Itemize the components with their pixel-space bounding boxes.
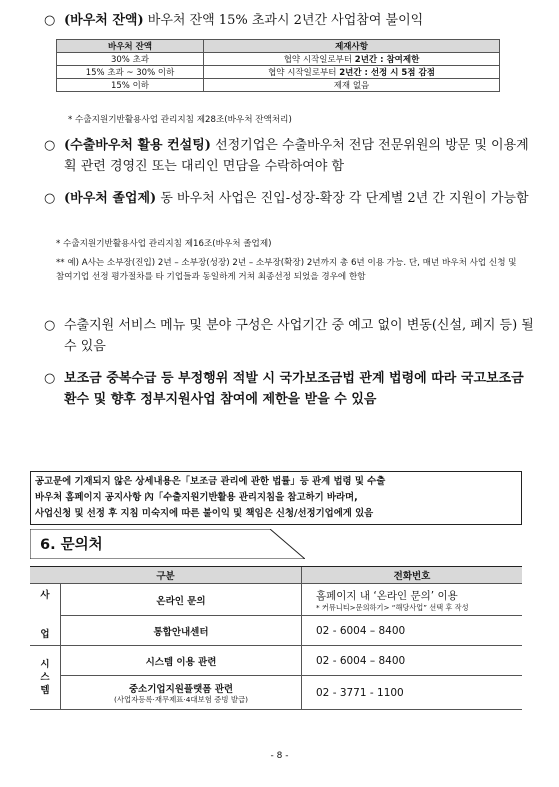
notice-box (30, 471, 522, 525)
phone-cell: 02 - 6004 – 8400 (302, 616, 523, 646)
bullet-mark: ○ (44, 318, 56, 333)
cell-text: 협약 시작일로부터 (283, 55, 355, 65)
bullet-text: 보조금 중복수급 등 부정행위 적발 시 국가보조금법 관계 법령에 따라 국고보조금 환수 및 향후 정부지원사업 참여에 제한을 받을 수 있음 (64, 371, 524, 407)
table-header: 제재사항 (204, 40, 500, 53)
item-subtext: (사업자등록·재무제표·4대보험 증빙 발급) (113, 695, 249, 704)
voucher-balance-table (56, 39, 500, 92)
note-article-16: * 수출지원기반활용사업 관리지침 제16조(바우처 졸업제) (56, 239, 272, 249)
table-cell: 30% 초과 (57, 53, 204, 66)
bullet-title: (바우처 졸업제) (64, 191, 157, 206)
bullet-mark: ○ (44, 138, 56, 153)
category-char: 시 (40, 659, 50, 670)
table-cell (204, 66, 500, 79)
bullet-mark: ○ (44, 371, 56, 386)
cell-text: 제재 없음 (333, 81, 370, 91)
table-row (57, 66, 500, 79)
item-online-inquiry: 온라인 문의 (61, 584, 302, 616)
category-char: 업 (40, 628, 50, 640)
cell-bold-text: 2년간 : 참여제한 (354, 55, 420, 65)
note-article-28: * 수출지원기반활용사업 관리지침 제28조(바우처 잔액처리) (68, 115, 292, 125)
notice-line: 바우처 홈페이지 공지사항 內「수출지원기반활용 관리지침을 참고하기 바라며, (35, 492, 358, 503)
bullet-mark: ○ (44, 13, 56, 28)
phone-text: 홈페이지 내 ‘온라인 문의’ 이용 (316, 589, 458, 602)
cell-text: 협약 시작일로부터 (268, 68, 340, 78)
inquiry-table (30, 566, 522, 710)
table-row (30, 584, 522, 616)
bullet-title: (바우처 잔액) (64, 13, 144, 28)
bullet-mark: ○ (44, 191, 56, 206)
item-system-usage: 시스템 이용 관련 (61, 646, 302, 676)
notice-line: 사업신청 및 선정 후 지침 미숙지에 따른 불이익 및 책임은 신청/선정기업에게 있음 (35, 508, 374, 519)
section-title: 6. 문의처 (40, 537, 103, 553)
phone-note: * 커뮤니티>문의하기> “해당사업” 선택 후 작성 (316, 602, 469, 612)
table-header: 전화번호 (302, 567, 523, 584)
bullet-consulting (44, 135, 534, 177)
item-sme-platform (61, 676, 302, 710)
table-header: 구분 (30, 567, 302, 584)
table-cell (204, 53, 500, 66)
bullet-text: 선정기업은 수출바우처 전담 전문위원의 방문 및 이용계획 관련 경영진 또는 대리인 면담을 수락하여야 함 (64, 138, 529, 174)
table-row (57, 53, 500, 66)
notice-line: 공고문에 기재되지 않은 상세내용은「보조금 관리에 관한 법률」등 관계 법령 및 수출 (35, 476, 386, 487)
category-char: 템 (40, 685, 50, 696)
table-cell (204, 79, 500, 92)
item-text: 중소기업지원플랫폼 관련 (128, 684, 234, 695)
cell-bold-text: 2년간 : 선정 시 5점 감점 (339, 68, 435, 78)
table-row (57, 79, 500, 92)
bullet-graduation (44, 188, 534, 209)
bullet-menu-change (44, 315, 534, 357)
bullet-voucher-balance (44, 10, 534, 31)
table-cell: 15% 초과 ~ 30% 이하 (57, 66, 204, 79)
bullet-penalty (44, 368, 534, 410)
category-business (30, 584, 61, 646)
page-number: - 8 - (270, 751, 289, 761)
table-row (30, 676, 522, 710)
category-char: 사 (40, 589, 50, 601)
bullet-text: 바우처 잔액 15% 초과시 2년간 사업참여 불이익 (143, 13, 424, 28)
table-header: 바우처 잔액 (57, 40, 204, 53)
bullet-title: (수출바우처 활용 컨설팅) (64, 138, 211, 153)
item-call-center: 통합안내센터 (61, 616, 302, 646)
phone-cell: 02 - 3771 - 1100 (302, 676, 523, 710)
table-cell: 15% 이하 (57, 79, 204, 92)
phone-cell (302, 584, 523, 616)
table-row (30, 646, 522, 676)
bullet-text: 동 바우처 사업은 진입-성장-확장 각 단계별 2년 간 지원이 가능함 (156, 191, 529, 206)
bullet-text: 수출지원 서비스 메뉴 및 분야 구성은 사업기간 중 예고 없이 변동(신설, 폐지 등) 될 수 있음 (64, 318, 534, 354)
category-char: 스 (40, 672, 50, 683)
phone-cell: 02 - 6004 – 8400 (302, 646, 523, 676)
note-example: ** 예) A사는 소부장(진입) 2년 – 소부장(성장) 2년 – 소부장(확장) 2년까지 총 6년 이용 가능. 단, 매년 바우처 사업 신청 및 참여기업 선정 평가절차를 타 기업들과 동일하게 거쳐 최종선정 되었을 경우에 한함 (56, 258, 517, 282)
table-row (30, 616, 522, 646)
category-system (30, 646, 61, 710)
